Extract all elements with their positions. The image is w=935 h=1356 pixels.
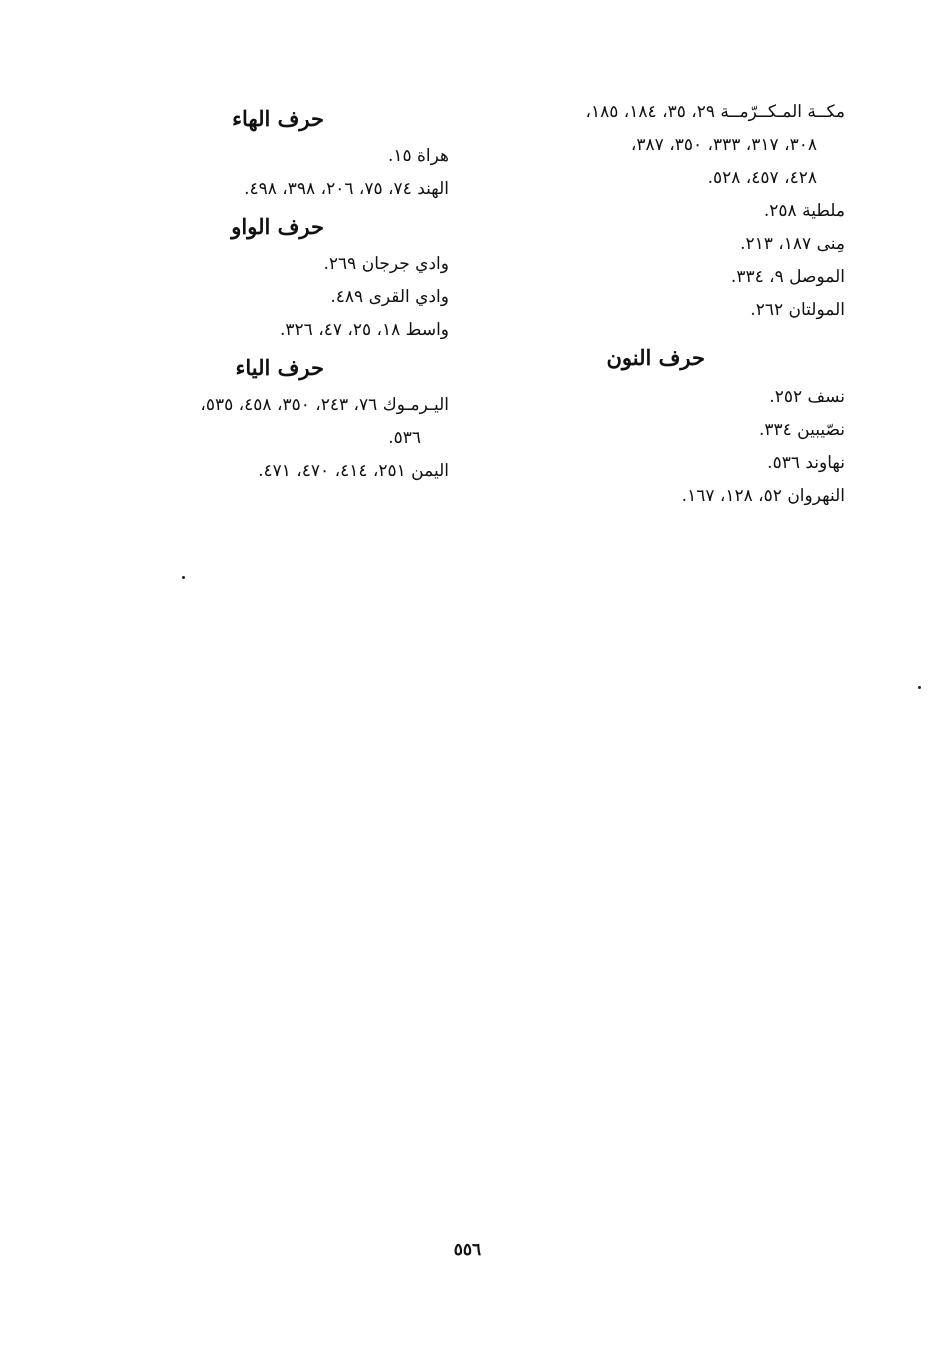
index-entry-herat — [97, 140, 449, 173]
entry-line: النهروان ٥٢، ١٢٨، ١٦٧. — [681, 486, 845, 506]
index-entry-mosul — [485, 261, 845, 294]
section-heading-waw: حرف الواو — [231, 214, 324, 239]
waw-entries — [97, 248, 449, 347]
entry-line: نصّيبين ٣٣٤. — [758, 420, 845, 440]
entry-line: ملطية ٢٥٨. — [763, 201, 845, 221]
entry-line: نهاوند ٥٣٦. — [767, 453, 845, 473]
section-heading-yaa: حرف الياء — [235, 355, 324, 380]
section-heading-haa: حرف الهاء — [232, 106, 324, 131]
entry-continuation-line: ٥٣٦. — [388, 428, 421, 448]
yaa-entries — [97, 389, 449, 488]
index-entry-yemen — [97, 455, 449, 488]
entry-line: المولتان ٢٦٢. — [750, 300, 845, 320]
entry-line: اليـرمـوك ٧٦، ٢٤٣، ٣٥٠، ٤٥٨، ٥٣٥، — [200, 395, 449, 415]
index-column-left — [97, 104, 449, 488]
index-entry-yarmouk — [97, 389, 449, 455]
entry-continuation-line: ٣٠٨، ٣١٧، ٣٣٣، ٣٥٠، ٣٨٧، — [630, 135, 817, 155]
index-entry-mina — [485, 228, 845, 261]
index-entry-multan — [485, 294, 845, 327]
scan-speck — [918, 686, 921, 689]
entry-line: مكــة المـكــرّمــة ٢٩، ٣٥، ١٨٤، ١٨٥، — [585, 102, 845, 122]
entry-line: واسط ١٨، ٢٥، ٤٧، ٣٢٦. — [280, 320, 449, 340]
index-entry-malatya — [485, 195, 845, 228]
index-column-right — [485, 96, 845, 513]
section-heading-noon: حرف النون — [606, 345, 705, 370]
noon-entries — [485, 381, 845, 513]
entry-continuation-line: ٤٢٨، ٤٥٧، ٥٢٨. — [707, 168, 817, 188]
entry-line: اليمن ٢٥١، ٤١٤، ٤٧٠، ٤٧١. — [258, 461, 449, 481]
page-number: ٥٥٦ — [453, 1240, 482, 1260]
index-entry-nahawand — [485, 447, 845, 480]
scan-speck — [182, 576, 185, 579]
entry-line: الهند ٧٤، ٧٥، ٢٠٦، ٣٩٨، ٤٩٨. — [244, 179, 449, 199]
index-entry-nasaf — [485, 381, 845, 414]
meem-entries — [485, 96, 845, 327]
index-entry-nusaybin — [485, 414, 845, 447]
index-entry-nahrawan — [485, 480, 845, 513]
entry-line: وادي جرجان ٢٦٩. — [323, 254, 449, 274]
entry-line: الموصل ٩، ٣٣٤. — [730, 267, 845, 287]
entry-line: نسف ٢٥٢. — [769, 387, 845, 407]
entry-line: مِنى ١٨٧، ٢١٣. — [740, 234, 845, 254]
index-entry-wadi-jurjan — [97, 248, 449, 281]
index-entry-wasit — [97, 314, 449, 347]
index-entry-wadi-al-qura — [97, 281, 449, 314]
entry-line: وادي القرى ٤٨٩. — [330, 287, 449, 307]
entry-line: هراة ١٥. — [387, 146, 449, 166]
index-entry-makkah — [485, 96, 845, 195]
index-entry-india — [97, 173, 449, 206]
haa-entries — [97, 140, 449, 206]
